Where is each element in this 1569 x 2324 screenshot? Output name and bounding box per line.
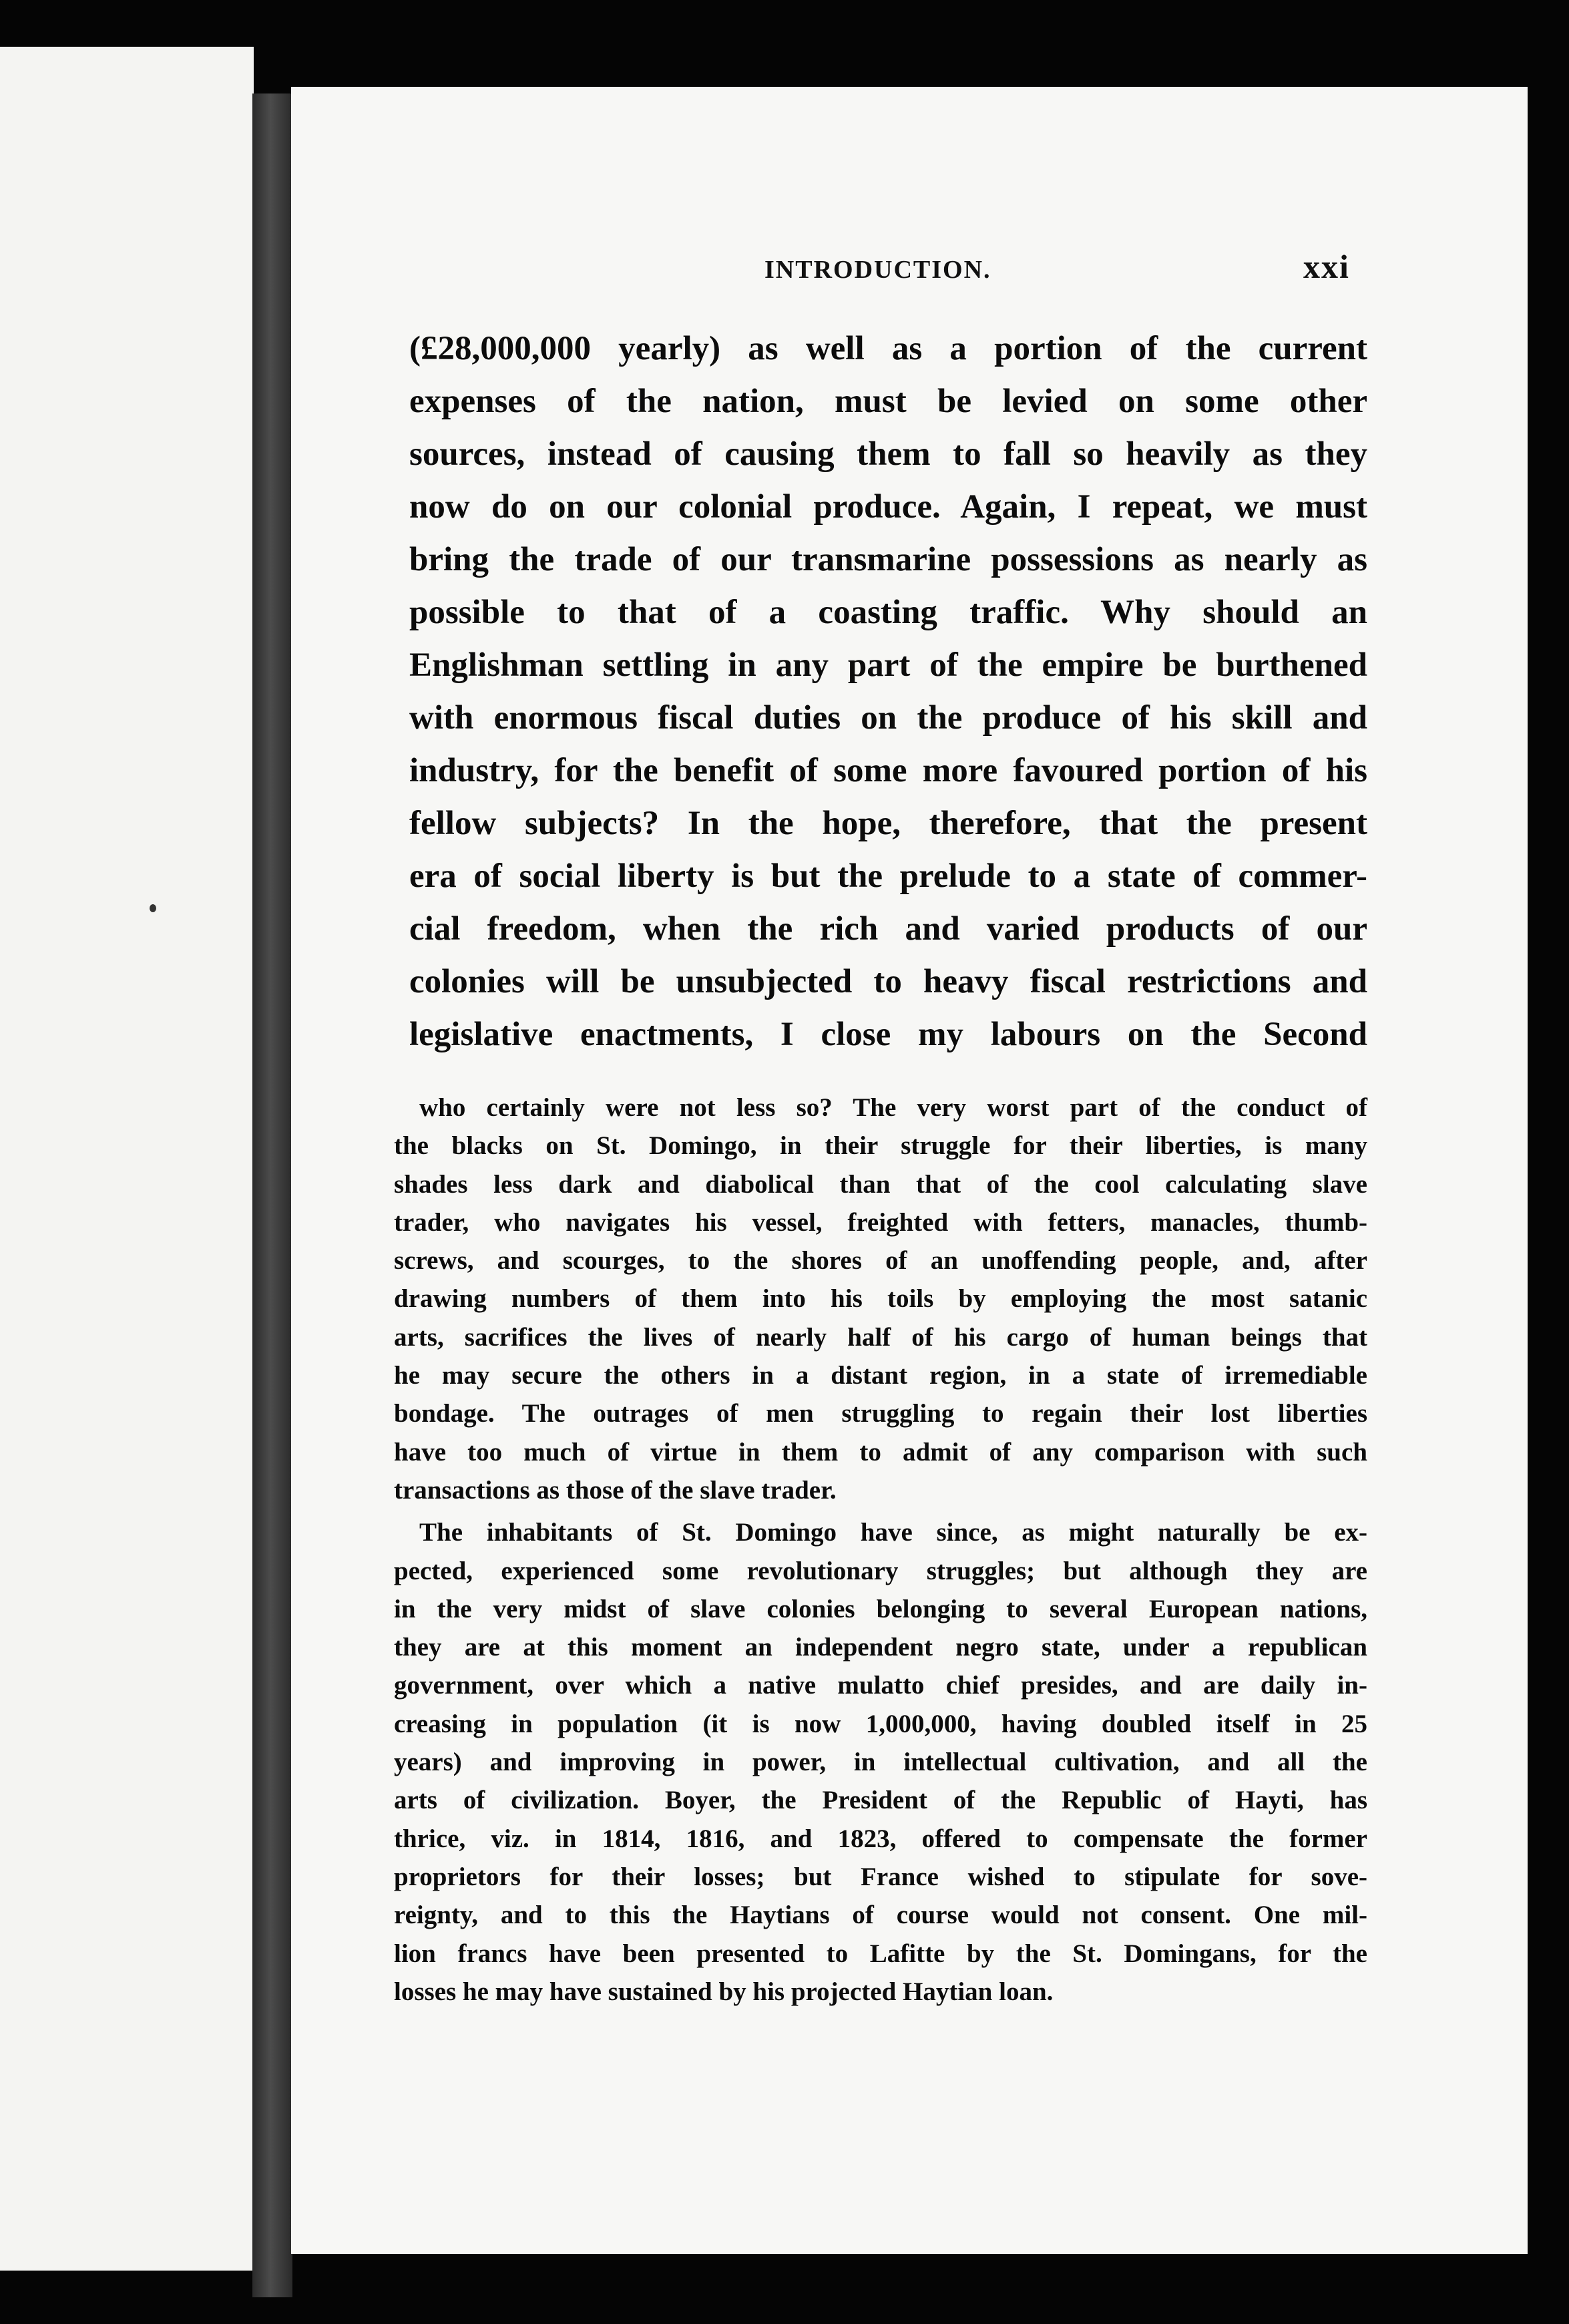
footnote-line: government, over which a native mulatto chief presides, and are daily in- xyxy=(394,1671,1367,1700)
left-page-line xyxy=(0,649,254,687)
left-page-line xyxy=(0,1613,254,1651)
left-page-line xyxy=(0,911,254,948)
footnote-line: shades less dark and diabolical than that of the cool calculating slave xyxy=(394,1169,1367,1199)
left-page-line xyxy=(0,1539,254,1576)
footnote-line: creasing in population (it is now 1,000,000, having doubled itself in 25 xyxy=(394,1709,1367,1738)
left-page-line xyxy=(0,874,254,911)
left-page-line xyxy=(0,1651,254,1688)
ink-speck xyxy=(150,904,156,912)
body-text-line: colonies will be unsubjected to heavy fiscal restrictions and xyxy=(409,963,1367,1000)
footnote-line: pected, experienced some revolutionary struggles; but although they are xyxy=(394,1556,1367,1585)
footnote-line: lion francs have been presented to Lafitte by the St. Domingans, for the xyxy=(394,1939,1367,1968)
left-page-line xyxy=(0,1314,254,1352)
left-page-line xyxy=(0,1202,254,1239)
body-text-line: with enormous fiscal duties on the produce of his skill and xyxy=(409,699,1367,737)
left-page-text-fragments xyxy=(0,309,254,1913)
footnote-line: have too much of virtue in them to admit of any comparison with such xyxy=(394,1437,1367,1467)
footnote-line: reignty, and to this the Haytians of course would not consent. One mil- xyxy=(394,1901,1367,1930)
body-text-line: legislative enactments, I close my labours on the Second xyxy=(409,1016,1367,1053)
footnote-line: proprietors for their losses; but France wished to stipulate for sove- xyxy=(394,1862,1367,1891)
footnote-line: he may secure the others in a distant region, in a state of irremediable xyxy=(394,1361,1367,1390)
left-page-line xyxy=(0,1763,254,1800)
book-gutter-shadow xyxy=(252,93,292,2297)
left-facing-page xyxy=(0,47,254,2271)
left-page-line xyxy=(0,1165,254,1202)
footnote-line: drawing numbers of them into his toils by employing the most satanic xyxy=(394,1284,1367,1314)
footnote-block xyxy=(394,1089,1367,2011)
left-page-line xyxy=(0,1688,254,1726)
left-page-line xyxy=(0,1726,254,1763)
footnote-line: bondage. The outrages of men struggling to regain their lost liberties xyxy=(394,1399,1367,1428)
left-page-line xyxy=(0,1576,254,1613)
footnote-line: arts of civilization. Boyer, the President of the Republic of Hayti, has xyxy=(394,1786,1367,1815)
left-page-line xyxy=(0,309,254,362)
footnote-line: they are at this moment an independent negro state, under a republican xyxy=(394,1633,1367,1662)
footnote-line: The inhabitants of St. Domingo have since, as might naturally be ex- xyxy=(419,1518,1367,1547)
running-header-title: INTRODUCTION. xyxy=(764,256,991,284)
left-page-line xyxy=(0,1277,254,1314)
left-page-line xyxy=(0,1875,254,1913)
left-page-line xyxy=(0,362,254,415)
left-page-line xyxy=(0,948,254,986)
footnote-line: who certainly were not less so? The very worst part of the conduct of xyxy=(419,1093,1367,1122)
left-page-line xyxy=(0,986,254,1023)
footnote-line: in the very midst of slave colonies belonging to several European nations, xyxy=(394,1594,1367,1623)
left-page-line xyxy=(0,508,254,545)
body-text-line: now do on our colonial produce. Again, I repeat, we must xyxy=(409,488,1367,526)
left-page-line xyxy=(0,1052,254,1090)
footnote-line: losses he may have sustained by his projected Haytian loan. xyxy=(394,1977,1054,2006)
footnote-line: the blacks on St. Domingo, in their struggle for their liberties, is many xyxy=(394,1131,1367,1161)
left-page-line xyxy=(0,1800,254,1838)
left-page-line xyxy=(0,1838,254,1875)
left-page-line xyxy=(0,1389,254,1426)
left-page-line xyxy=(0,1239,254,1277)
left-page-line xyxy=(0,1464,254,1501)
body-text-line: possible to that of a coasting traffic. Why should an xyxy=(409,594,1367,631)
footnote-line: trader, who navigates his vessel, freighted with fetters, manacles, thumb- xyxy=(394,1207,1367,1237)
body-text-line: (£28,000,000 yearly) as well as a portion of the current xyxy=(409,330,1367,367)
left-page-line xyxy=(0,1501,254,1539)
left-page-line xyxy=(0,761,254,799)
footnote-line: thrice, viz. in 1814, 1816, and 1823, offered to compensate the former xyxy=(394,1824,1367,1853)
left-page-line xyxy=(0,433,254,470)
left-page-line xyxy=(0,470,254,508)
left-page-line xyxy=(0,1426,254,1464)
left-page-line xyxy=(0,574,254,612)
body-text-line: Englishman settling in any part of the empire be burthened xyxy=(409,646,1367,684)
body-text-line: cial freedom, when the rich and varied products of our xyxy=(409,910,1367,948)
running-header xyxy=(291,248,1528,293)
footnote-line: years) and improving in power, in intellectual cultivation, and all the xyxy=(394,1748,1367,1777)
footnote-line: screws, and scourges, to the shores of an unoffending people, and, after xyxy=(394,1246,1367,1276)
left-page-line xyxy=(0,1352,254,1389)
left-page-line xyxy=(0,724,254,761)
page-number: xxi xyxy=(1303,248,1350,285)
body-text-line: era of social liberty is but the prelude to a state of commer- xyxy=(409,857,1367,895)
body-text-line: expenses of the nation, must be levied on some other xyxy=(409,383,1367,420)
body-text-line: industry, for the benefit of some more favoured portion of his xyxy=(409,752,1367,789)
body-text-line: bring the trade of our transmarine possessions as nearly as xyxy=(409,541,1367,578)
left-page-line xyxy=(0,687,254,724)
right-page xyxy=(291,87,1528,2254)
main-paragraph xyxy=(409,323,1367,1061)
body-text-line: fellow subjects? In the hope, therefore, that the present xyxy=(409,805,1367,842)
left-page-line xyxy=(0,612,254,649)
left-page-line xyxy=(0,799,254,836)
left-page-line xyxy=(0,836,254,874)
footnote-line: transactions as those of the slave trader. xyxy=(394,1475,837,1505)
body-text-line: sources, instead of causing them to fall so heavily as they xyxy=(409,435,1367,473)
left-page-line xyxy=(0,1127,254,1165)
left-page-line xyxy=(0,1090,254,1127)
footnote-line: arts, sacrifices the lives of nearly half of his cargo of human beings that xyxy=(394,1322,1367,1352)
